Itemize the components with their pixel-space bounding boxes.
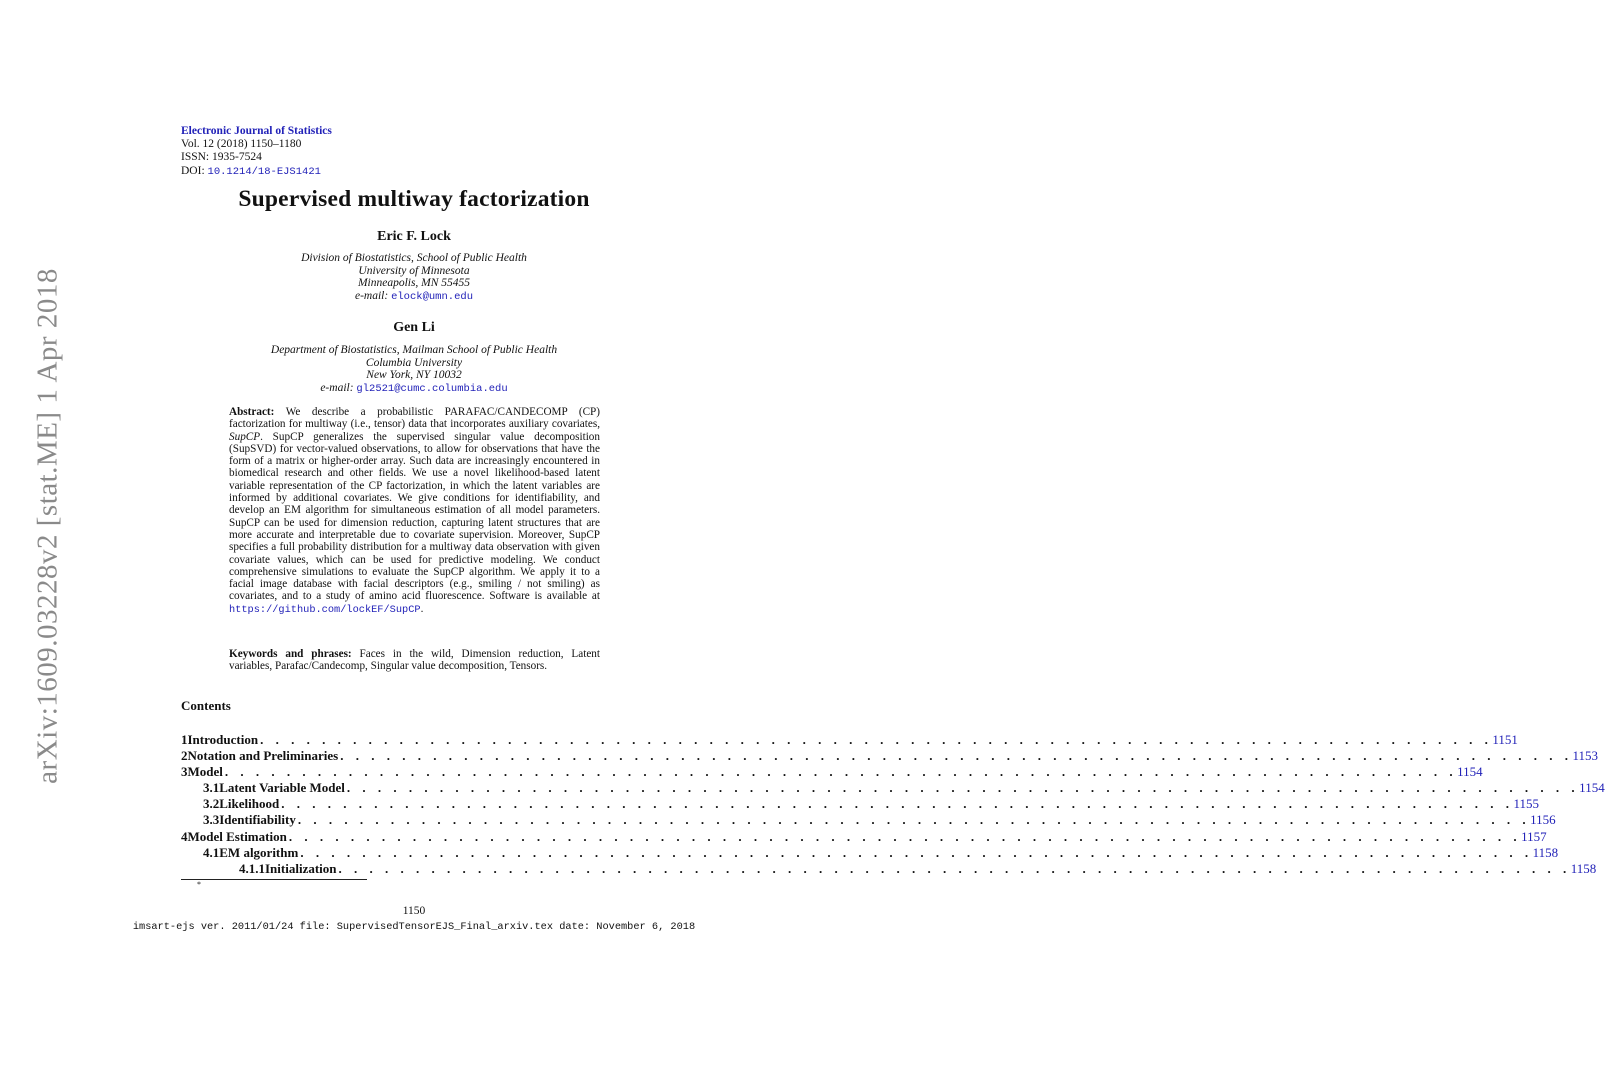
affiliation-email-line bbox=[0, 290, 828, 304]
email-label: e-mail: bbox=[354, 290, 389, 303]
toc-title: Model Estimation bbox=[187, 828, 287, 844]
toc-title: Model bbox=[187, 764, 223, 780]
toc-entry[interactable] bbox=[181, 764, 1483, 780]
toc-number: 3.1 bbox=[203, 780, 220, 796]
software-link[interactable]: https://github.com/lockEF/SupCP bbox=[229, 603, 421, 616]
author-name: Eric F. Lock bbox=[377, 229, 451, 244]
toc-number: 4 bbox=[181, 828, 188, 844]
arxiv-side-stamp: arXiv:1609.03228v2 [stat.ME] 1 Apr 2018 bbox=[31, 268, 64, 784]
toc-number: 4.1 bbox=[203, 844, 220, 860]
toc-number: 3.3 bbox=[203, 812, 220, 828]
abstract-italic: SupCP bbox=[229, 430, 261, 443]
journal-volume: Vol. 12 (2018) 1150–1180 bbox=[181, 138, 302, 151]
toc-page-link[interactable]: 1154 bbox=[1457, 764, 1483, 780]
abstract-end: . bbox=[420, 602, 424, 615]
abstract-text: We describe a probabilistic PARAFAC/CANDECOMP (CP) factorization for multiway (i.e., tensor) data that incorporates auxiliary covariates, bbox=[229, 406, 600, 431]
toc-title: EM algorithm bbox=[219, 844, 299, 860]
toc-title: Introduction bbox=[187, 732, 259, 747]
toc-number: 3 bbox=[181, 764, 188, 780]
keywords-label: Keywords and phrases: bbox=[229, 648, 352, 660]
toc-title: Notation and Preliminaries bbox=[187, 748, 339, 764]
abstract-label: Abstract: bbox=[229, 406, 275, 418]
toc-entry[interactable] bbox=[181, 780, 1605, 796]
toc-entry[interactable] bbox=[181, 796, 1539, 812]
toc-page-link[interactable]: 1157 bbox=[1521, 828, 1547, 844]
toc-page-link[interactable]: 1158 bbox=[1532, 844, 1559, 860]
affiliation-city: New York, NY 10032 bbox=[366, 369, 462, 382]
toc-page-link[interactable]: 1153 bbox=[1572, 748, 1598, 764]
toc-title: Likelihood bbox=[219, 796, 280, 812]
keywords-text: Faces in the wild, Dimension reduction, Latent variables, Parafac/Candecomp, Singular value decomposition, Tensors. bbox=[229, 648, 600, 673]
abstract bbox=[229, 406, 600, 616]
affiliation-univ: Columbia University bbox=[365, 356, 463, 369]
keywords bbox=[229, 648, 600, 673]
toc-entry[interactable] bbox=[181, 860, 1597, 877]
toc-entry[interactable] bbox=[181, 812, 1556, 828]
toc-title: Identifiability bbox=[219, 812, 296, 828]
toc-number: 2 bbox=[181, 748, 188, 764]
author-affiliation bbox=[0, 344, 828, 396]
footnote-mark: * bbox=[197, 880, 201, 889]
toc-entry[interactable] bbox=[181, 732, 1518, 748]
page-footer: imsart-ejs ver. 2011/01/24 file: SupervisedTensorEJS_Final_arxiv.tex date: November 6, 2018 bbox=[132, 921, 696, 933]
journal-doi-line bbox=[181, 165, 332, 179]
table-of-contents bbox=[181, 732, 1605, 877]
email-label: e-mail: bbox=[320, 382, 354, 395]
toc-leader-dots: . . . . . . . . . . . . . . . . . . . . . . . . . . . . . . . . . . . . . . . . . . . . . . . . . . . . . . . . . . . . . . . . . . . . . . . . . . . . . . . . bbox=[224, 764, 1458, 780]
toc-number: 3.2 bbox=[203, 796, 220, 812]
journal-issn: ISSN: 1935-7524 bbox=[181, 151, 262, 164]
paper-title: Supervised multiway factorization bbox=[238, 186, 590, 212]
toc-leader-dots: . . . . . . . . . . . . . . . . . . . . . . . . . . . . . . . . . . . . . . . . . . . . . . . . . . . . . . . . . . . . . . . . . . . . . . . . . . . . . . . . bbox=[300, 844, 1533, 860]
toc-leader-dots: . . . . . . . . . . . . . . . . . . . . . . . . . . . . . . . . . . . . . . . . . . . . . . . . . . . . . . . . . . . . . . . . . . . . . . . . . . . . . . . . bbox=[338, 860, 1571, 876]
affiliation-dept: Department of Biostatistics, Mailman School of Public Health bbox=[270, 344, 558, 356]
journal-header bbox=[181, 125, 332, 179]
toc-entry[interactable] bbox=[181, 828, 1547, 845]
doi-link[interactable]: 10.1214/18-EJS1421 bbox=[207, 165, 321, 178]
toc-leader-dots: . . . . . . . . . . . . . . . . . . . . . . . . . . . . . . . . . . . . . . . . . . . . . . . . . . . . . . . . . . . . . . . . . . . . . . . . . . . . . . . . bbox=[346, 780, 1580, 796]
affiliation-city: Minneapolis, MN 55455 bbox=[357, 277, 471, 290]
affiliation-email-line bbox=[0, 382, 828, 396]
toc-entry[interactable] bbox=[181, 748, 1598, 764]
doi-label: DOI: bbox=[181, 164, 205, 177]
abstract-text-cont: . SupCP generalizes the supervised singular value decomposition (SupSVD) for vector-valued observations, to allow for observations that have the form of a matrix or higher-order array. Such data are increasingly encountered in biomedical research and other fields. We use a novel likelihood-based latent variable representation of the CP factorization, in which the latent variables are informed by additional covariates. We give conditions for identifiability, and develop an EM algorithm for simultaneous estimation of all model parameters. SupCP can be used for dimension reduction, capturing latent structures that are more accurate and interpretable due to covariate supervision. Moreover, SupCP specifies a full probability distribution for a multiway data observation with given covariate values, which can be used for predictive modeling. We conduct comprehensive simulations to evaluate the SupCP algorithm. We apply it to a facial image database with facial descriptors (e.g., smiling / not smiling) as covariates, and to a study of amino acid fluorescence. Software is available at bbox=[229, 430, 600, 603]
toc-title: Latent Variable Model bbox=[219, 780, 345, 796]
toc-page-link[interactable]: 1155 bbox=[1513, 796, 1539, 812]
email-link[interactable]: gl2521@cumc.columbia.edu bbox=[356, 383, 508, 396]
toc-leader-dots: . . . . . . . . . . . . . . . . . . . . . . . . . . . . . . . . . . . . . . . . . . . . . . . . . . . . . . . . . . . . . . . . . . . . . . . . . . . . . . . . bbox=[288, 828, 1522, 844]
toc-page-link[interactable]: 1156 bbox=[1530, 812, 1556, 828]
toc-page-link[interactable]: 1158 bbox=[1570, 860, 1597, 876]
toc-number: 1 bbox=[181, 732, 188, 747]
toc-leader-dots: . . . . . . . . . . . . . . . . . . . . . . . . . . . . . . . . . . . . . . . . . . . . . . . . . . . . . . . . . . . . . . . . . . . . . . . . . . . . . . . . bbox=[281, 796, 1514, 812]
affiliation-univ: University of Minnesota bbox=[358, 264, 470, 277]
footnote-rule bbox=[181, 879, 367, 880]
toc-entry[interactable] bbox=[181, 844, 1559, 861]
toc-page-link[interactable]: 1154 bbox=[1579, 780, 1605, 796]
contents-heading: Contents bbox=[181, 698, 231, 713]
toc-leader-dots: . . . . . . . . . . . . . . . . . . . . . . . . . . . . . . . . . . . . . . . . . . . . . . . . . . . . . . . . . . . . . . . . . . . . . . . . . . . . . . . . bbox=[297, 812, 1531, 828]
author-affiliation bbox=[0, 252, 828, 304]
toc-leader-dots: . . . . . . . . . . . . . . . . . . . . . . . . . . . . . . . . . . . . . . . . . . . . . . . . . . . . . . . . . . . . . . . . . . . . . . . . . . . . . . . . bbox=[260, 732, 1493, 747]
toc-page-link[interactable]: 1151 bbox=[1492, 732, 1518, 747]
toc-leader-dots: . . . . . . . . . . . . . . . . . . . . . . . . . . . . . . . . . . . . . . . . . . . . . . . . . . . . . . . . . . . . . . . . . . . . . . . . . . . . . . . . bbox=[340, 748, 1573, 764]
author-name: Gen Li bbox=[393, 320, 435, 335]
email-link[interactable]: elock@umn.edu bbox=[391, 291, 473, 304]
toc-number: 4.1.1 bbox=[239, 860, 265, 876]
toc-title: Initialization bbox=[265, 860, 337, 876]
page-number: 1150 bbox=[402, 905, 426, 917]
affiliation-dept: Division of Biostatistics, School of Public Health bbox=[301, 252, 527, 264]
journal-name[interactable]: Electronic Journal of Statistics bbox=[181, 125, 332, 137]
